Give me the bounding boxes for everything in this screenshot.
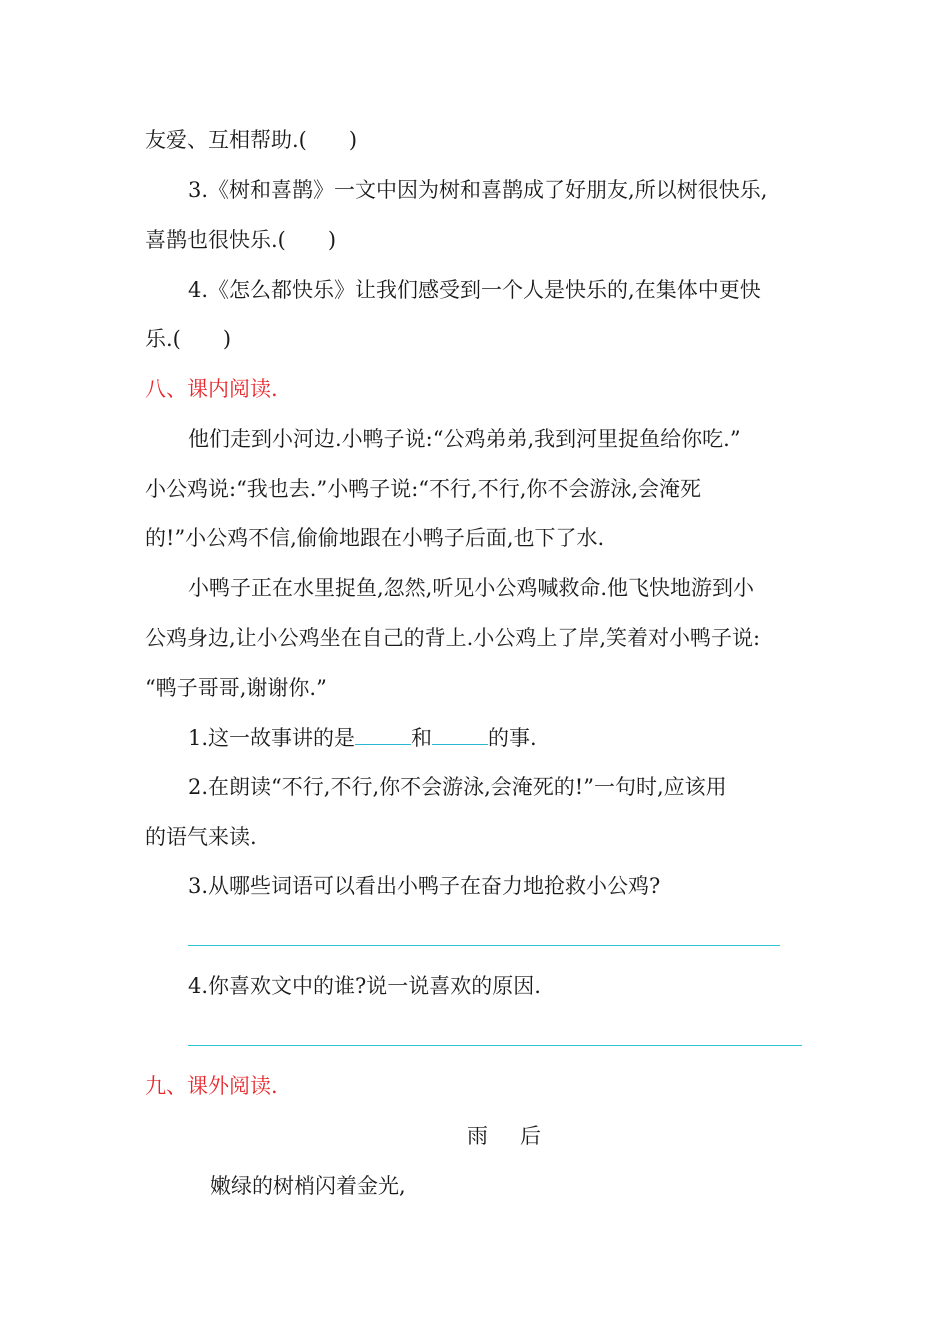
q4-answer-line[interactable]: [188, 1045, 802, 1046]
q3-answer-line[interactable]: [188, 945, 780, 946]
q1-text-part1: 1.这一故事讲的是: [188, 726, 356, 750]
section8-q4: 4.你喜欢文中的谁?说一说喜欢的原因.: [188, 974, 541, 998]
poem-line-1: 嫩绿的树梢闪着金光,: [210, 1174, 406, 1198]
section8-q1: [188, 722, 537, 753]
section7-q4-line1: 4.《怎么都快乐》让我们感受到一个人是快乐的,在集体中更快: [188, 278, 761, 302]
passage-line-6: “鸭子哥哥,谢谢你.”: [145, 676, 327, 700]
poem-title-char-1: 雨: [467, 1124, 488, 1148]
passage-line-4: 小鸭子正在水里捉鱼,忽然,听见小公鸡喊救命.他飞快地游到小: [188, 576, 755, 600]
section9-heading: 九、课外阅读.: [145, 1074, 278, 1098]
q1-blank-2[interactable]: [432, 722, 488, 745]
passage-line-3: 的!”小公鸡不信,偷偷地跟在小鸭子后面,也下了水.: [145, 526, 605, 550]
section8-q2-line2: 的语气来读.: [145, 825, 257, 849]
section7-q3-line1: 3.《树和喜鹊》一文中因为树和喜鹊成了好朋友,所以树很快乐,: [188, 178, 768, 202]
section8-q2-line1: 2.在朗读“不行,不行,你不会游泳,会淹死的!”一句时,应该用: [188, 775, 727, 799]
section7-q3-line2: 喜鹊也很快乐.( ): [145, 228, 337, 252]
passage-line-1: 他们走到小河边.小鸭子说:“公鸡弟弟,我到河里捉鱼给你吃.”: [188, 427, 741, 451]
q1-text-part3: 的事.: [488, 726, 537, 750]
passage-line-2: 小公鸡说:“我也去.”小鸭子说:“不行,不行,你不会游泳,会淹死: [145, 477, 702, 501]
section8-heading: 八、课内阅读.: [145, 377, 278, 401]
section7-q2-line2: 友爱、互相帮助.( ): [145, 128, 358, 152]
passage-line-5: 公鸡身边,让小公鸡坐在自己的背上.小公鸡上了岸,笑着对小鸭子说:: [145, 626, 761, 650]
q1-blank-1[interactable]: [355, 722, 411, 745]
poem-title-char-2: 后: [520, 1124, 541, 1148]
section7-q4-line2: 乐.( ): [145, 327, 232, 351]
q1-text-part2: 和: [411, 726, 433, 750]
poem-title: [467, 1121, 541, 1151]
section8-q3: 3.从哪些词语可以看出小鸭子在奋力地抢救小公鸡?: [188, 874, 661, 898]
